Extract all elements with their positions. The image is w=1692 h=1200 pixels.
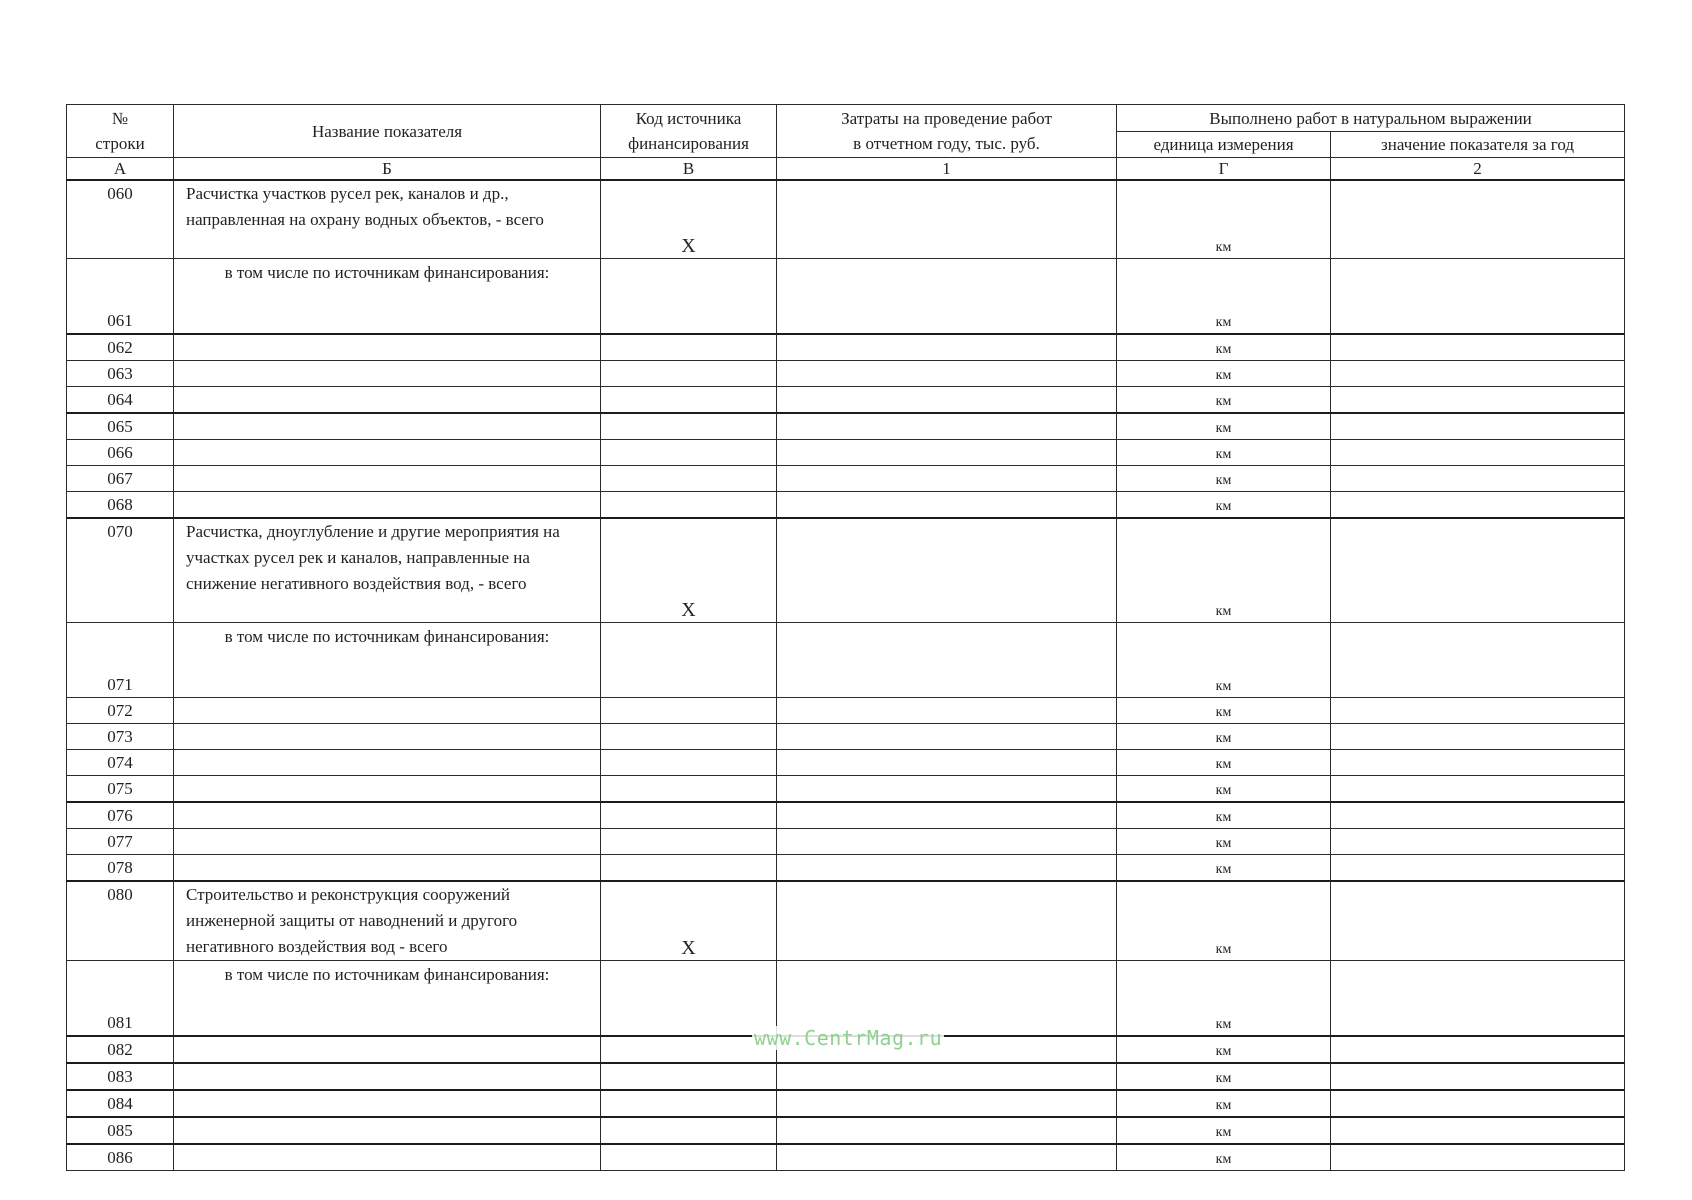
letter-cell: 2 [1331,158,1625,181]
table-row [67,855,1625,882]
funding-source-code-cell[interactable] [601,334,777,361]
indicator-name [174,334,601,361]
funding-source-code-cell[interactable] [601,829,777,855]
funding-source-code-cell[interactable] [601,361,777,387]
funding-source-code-cell[interactable] [601,623,777,698]
funding-source-code-cell[interactable] [601,1036,777,1063]
indicator-name [174,492,601,519]
indicator-name: Расчистка, дноуглубление и другие мероприятия на участках русел рек и каналов, направленные на снижение негативного воздействия вод, - всего [174,518,601,623]
funding-source-code-cell[interactable] [601,1117,777,1144]
table-row [67,776,1625,803]
unit-cell: км [1117,724,1331,750]
table-row [67,1117,1625,1144]
indicator-name: в том числе по источникам финансирования: [174,623,601,698]
table-row [67,361,1625,387]
row-number: 061 [67,259,174,335]
letter-cell: Б [174,158,601,181]
row-number: 086 [67,1144,174,1171]
table-row [67,259,1625,335]
indicator-name [174,750,601,776]
indicator-name: Расчистка участков русел рек, каналов и др., направленная на охрану водных объектов, - всего [174,180,601,259]
unit-cell: км [1117,492,1331,519]
expenses-cell[interactable] [777,466,1117,492]
header-annual-value: значение показателя за год [1331,132,1625,158]
funding-source-code-cell[interactable] [601,855,777,882]
annual-value-cell[interactable] [1331,1090,1625,1117]
funding-source-code-cell[interactable] [601,961,777,1037]
unit-cell: км [1117,829,1331,855]
unit-cell: км [1117,440,1331,466]
unit-cell: км [1117,1117,1331,1144]
indicator-name [174,776,601,803]
annual-value-cell[interactable] [1331,413,1625,440]
indicator-name [174,1036,601,1063]
indicator-name [174,1144,601,1171]
table-row [67,802,1625,829]
table-row [67,1144,1625,1171]
row-number: 077 [67,829,174,855]
table-row [67,387,1625,414]
row-number: 082 [67,1036,174,1063]
funding-source-code-cell[interactable] [601,802,777,829]
table-row [67,750,1625,776]
table-row [67,466,1625,492]
indicator-name [174,361,601,387]
unit-cell: км [1117,1036,1331,1063]
unit-cell: км [1117,750,1331,776]
annual-value-cell[interactable] [1331,881,1625,961]
header-work-done-group: Выполнено работ в натуральном выражении [1117,105,1625,132]
funding-source-code-cell[interactable]: X [601,180,777,259]
annual-value-cell[interactable] [1331,724,1625,750]
annual-value-cell[interactable] [1331,518,1625,623]
expenses-cell[interactable] [777,180,1117,259]
funding-source-code-cell[interactable] [601,724,777,750]
funding-source-code-cell[interactable] [601,1144,777,1171]
expenses-cell[interactable] [777,802,1117,829]
funding-source-code-cell[interactable] [601,413,777,440]
funding-source-code-cell[interactable] [601,698,777,724]
funding-source-code-cell[interactable] [601,259,777,335]
expenses-cell[interactable] [777,259,1117,335]
unit-cell: км [1117,413,1331,440]
annual-value-cell[interactable] [1331,1036,1625,1063]
row-number: 066 [67,440,174,466]
unit-cell: км [1117,334,1331,361]
row-number: 062 [67,334,174,361]
row-number: 074 [67,750,174,776]
row-number: 067 [67,466,174,492]
indicator-name [174,724,601,750]
unit-cell: км [1117,698,1331,724]
table-row [67,492,1625,519]
row-number: 072 [67,698,174,724]
statistical-form-table [66,104,1625,1171]
row-number: 076 [67,802,174,829]
unit-cell: км [1117,518,1331,623]
table-row [67,881,1625,961]
header-expenses: Затраты на проведение работ в отчетном году, тыс. руб. [777,105,1117,158]
expenses-cell[interactable] [777,1090,1117,1117]
indicator-name [174,698,601,724]
unit-cell: км [1117,387,1331,414]
indicator-name [174,1090,601,1117]
expenses-cell[interactable] [777,334,1117,361]
expenses-cell[interactable] [777,623,1117,698]
letter-cell: А [67,158,174,181]
annual-value-cell[interactable] [1331,776,1625,803]
watermark: www.CentrMag.ru [754,1026,943,1050]
header-row-number: № строки [67,105,174,158]
expenses-cell[interactable] [777,698,1117,724]
unit-cell: км [1117,361,1331,387]
unit-cell: км [1117,1144,1331,1171]
annual-value-cell[interactable] [1331,698,1625,724]
expenses-cell[interactable] [777,361,1117,387]
funding-source-code-cell[interactable]: X [601,881,777,961]
annual-value-cell[interactable] [1331,829,1625,855]
expenses-cell[interactable] [777,518,1117,623]
table-row [67,1090,1625,1117]
unit-cell: км [1117,466,1331,492]
funding-source-code-cell[interactable] [601,440,777,466]
annual-value-cell[interactable] [1331,1144,1625,1171]
indicator-name [174,387,601,414]
letter-cell: В [601,158,777,181]
row-number: 084 [67,1090,174,1117]
annual-value-cell[interactable] [1331,440,1625,466]
indicator-name [174,440,601,466]
indicator-name [174,466,601,492]
row-number: 083 [67,1063,174,1090]
funding-source-code-cell[interactable] [601,776,777,803]
row-number: 071 [67,623,174,698]
annual-value-cell[interactable] [1331,802,1625,829]
table-row [67,440,1625,466]
header-unit: единица измерения [1117,132,1331,158]
row-number: 064 [67,387,174,414]
annual-value-cell[interactable] [1331,1117,1625,1144]
row-number: 085 [67,1117,174,1144]
annual-value-cell[interactable] [1331,180,1625,259]
annual-value-cell[interactable] [1331,334,1625,361]
form-body [67,180,1625,1171]
indicator-name: Строительство и реконструкция сооружений инженерной защиты от наводнений и другого негативного воздействия вод - всего [174,881,601,961]
funding-source-code-cell[interactable] [601,1063,777,1090]
expenses-cell[interactable] [777,492,1117,519]
row-number: 080 [67,881,174,961]
indicator-name [174,413,601,440]
row-number: 068 [67,492,174,519]
annual-value-cell[interactable] [1331,492,1625,519]
indicator-name [174,1063,601,1090]
funding-source-code-cell[interactable] [601,492,777,519]
expenses-cell[interactable] [777,413,1117,440]
unit-cell: км [1117,180,1331,259]
expenses-cell[interactable] [777,961,1117,1037]
row-number: 078 [67,855,174,882]
indicator-name: в том числе по источникам финансирования: [174,259,601,335]
funding-source-code-cell[interactable] [601,750,777,776]
unit-cell: км [1117,881,1331,961]
header-letters-row [67,158,1625,181]
indicator-name [174,829,601,855]
row-number: 075 [67,776,174,803]
expenses-cell[interactable] [777,829,1117,855]
annual-value-cell[interactable] [1331,855,1625,882]
annual-value-cell[interactable] [1331,961,1625,1037]
funding-source-code-cell[interactable] [601,466,777,492]
expenses-cell[interactable] [777,855,1117,882]
indicator-name [174,855,601,882]
table-row [67,724,1625,750]
unit-cell: км [1117,961,1331,1037]
unit-cell: км [1117,1063,1331,1090]
row-number: 065 [67,413,174,440]
table-row [67,623,1625,698]
letter-cell: Г [1117,158,1331,181]
unit-cell: км [1117,855,1331,882]
expenses-cell[interactable] [777,724,1117,750]
expenses-cell[interactable] [777,881,1117,961]
table-row [67,961,1625,1037]
unit-cell: км [1117,623,1331,698]
funding-source-code-cell[interactable] [601,387,777,414]
unit-cell: км [1117,1090,1331,1117]
annual-value-cell[interactable] [1331,623,1625,698]
table-row [67,334,1625,361]
expenses-cell[interactable] [777,440,1117,466]
row-number: 070 [67,518,174,623]
header-funding-source-code: Код источника финансирования [601,105,777,158]
funding-source-code-cell[interactable] [601,1090,777,1117]
expenses-cell[interactable] [777,1063,1117,1090]
indicator-name [174,1117,601,1144]
annual-value-cell[interactable] [1331,361,1625,387]
annual-value-cell[interactable] [1331,259,1625,335]
annual-value-cell[interactable] [1331,1063,1625,1090]
header-indicator-name: Название показателя [174,105,601,158]
expenses-cell[interactable] [777,1144,1117,1171]
unit-cell: км [1117,259,1331,335]
annual-value-cell[interactable] [1331,466,1625,492]
annual-value-cell[interactable] [1331,750,1625,776]
letter-cell: 1 [777,158,1117,181]
indicator-name [174,802,601,829]
unit-cell: км [1117,802,1331,829]
table-row [67,698,1625,724]
table-row [67,518,1625,623]
annual-value-cell[interactable] [1331,387,1625,414]
row-number: 063 [67,361,174,387]
table-row [67,413,1625,440]
table-row [67,180,1625,259]
indicator-name: в том числе по источникам финансирования: [174,961,601,1037]
row-number: 060 [67,180,174,259]
expenses-cell[interactable] [777,1117,1117,1144]
table-row [67,1063,1625,1090]
table-row [67,829,1625,855]
expenses-cell[interactable] [777,387,1117,414]
unit-cell: км [1117,776,1331,803]
expenses-cell[interactable] [777,750,1117,776]
row-number: 081 [67,961,174,1037]
expenses-cell[interactable] [777,776,1117,803]
row-number: 073 [67,724,174,750]
funding-source-code-cell[interactable]: X [601,518,777,623]
